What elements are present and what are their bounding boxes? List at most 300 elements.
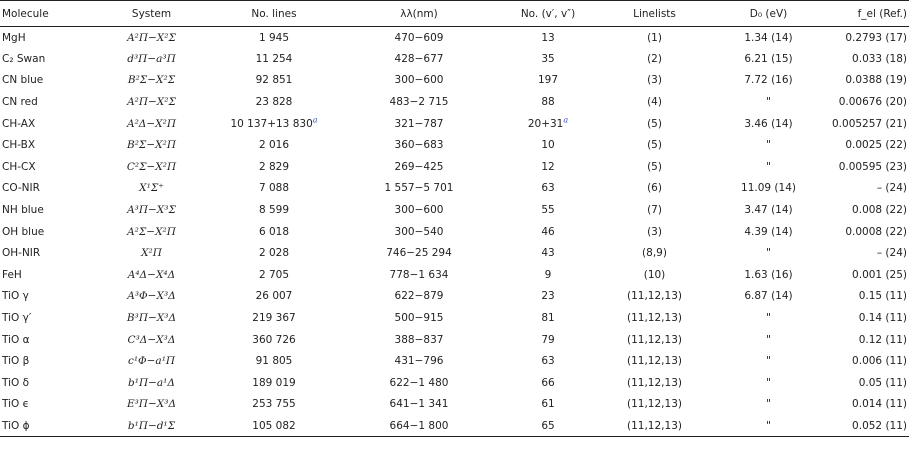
cell-no-lines-text: 7 088 [258,182,290,195]
cell-linelists-text: (8,9) [642,247,667,260]
cell-linelists [595,350,714,372]
cell-molecule [0,221,92,243]
cell-no-bands [501,27,595,49]
cell-oscillator-strength-text: 0.0025 (22) [845,139,907,152]
cell-wavelength [337,415,501,437]
cell-system-text: b¹Π−a¹Δ [128,376,175,389]
cell-dissociation-energy [714,156,823,178]
cell-no-lines-text: 8 599 [258,204,290,217]
cell-no-lines [211,286,337,308]
cell-wavelength [337,48,501,70]
cell-oscillator-strength [823,134,909,156]
cell-molecule [0,48,92,70]
cell-linelists-text: (11,12,13) [627,290,682,303]
cell-linelists-text: (7) [647,204,662,217]
cell-dissociation-energy-text: " [766,419,771,432]
cell-dissociation-energy-text: " [766,312,771,325]
cell-no-bands [501,113,595,135]
cell-wavelength-text: 622−1 480 [389,376,449,389]
cell-linelists-text: (11,12,13) [627,376,682,389]
cell-dissociation-energy-text: " [766,96,771,109]
cell-wavelength-text: 428−677 [394,52,444,65]
cell-wavelength-text: 500−915 [394,312,444,325]
cell-molecule-text: TiO ϵ [2,398,30,411]
cell-linelists-text: (11,12,13) [627,312,682,325]
header-no-bands: No. (v′, v″) [501,1,595,27]
header-no-lines: No. lines [211,1,337,27]
cell-linelists [595,178,714,200]
cell-no-lines [211,113,337,135]
cell-no-lines [211,156,337,178]
cell-dissociation-energy-text: 6.87 (14) [744,290,793,303]
cell-system [92,156,211,178]
cell-linelists [595,415,714,437]
cell-oscillator-strength [823,350,909,372]
cell-wavelength-text: 664−1 800 [389,419,449,432]
cell-wavelength [337,372,501,394]
cell-oscillator-strength-text: 0.0008 (22) [845,225,907,238]
cell-no-lines-text: 91 805 [255,355,293,368]
cell-no-lines [211,70,337,92]
cell-oscillator-strength [823,178,909,200]
table-body [0,27,909,437]
cell-no-lines-text: 26 007 [255,290,293,303]
cell-dissociation-energy [714,91,823,113]
cell-system [92,134,211,156]
cell-system-text: A⁴Δ−X⁴Δ [127,268,176,281]
cell-no-bands [501,307,595,329]
cell-oscillator-strength [823,70,909,92]
cell-dissociation-energy [714,27,823,49]
cell-molecule [0,350,92,372]
cell-linelists-text: (3) [647,225,662,238]
cell-system [92,113,211,135]
cell-no-lines-text: 10 137+13 830 [230,117,313,130]
table-row [0,221,909,243]
cell-system [92,286,211,308]
table-header [0,1,909,27]
cell-no-bands [501,394,595,416]
table-row [0,350,909,372]
cell-dissociation-energy-text: " [766,160,771,173]
cell-molecule-text: CH-AX [2,117,36,130]
cell-oscillator-strength [823,394,909,416]
cell-dissociation-energy-text: " [766,376,771,389]
cell-no-bands [501,199,595,221]
cell-dissociation-energy [714,372,823,394]
cell-dissociation-energy-text: 3.47 (14) [744,204,793,217]
cell-system [92,415,211,437]
cell-linelists-text: (5) [647,117,662,130]
cell-no-bands-text: 65 [541,419,555,432]
cell-no-lines-text: 189 019 [252,376,296,389]
cell-system-text: B²Σ−X²Π [127,139,176,152]
cell-wavelength-text: 641−1 341 [389,398,449,411]
cell-system-text: X²Π [141,247,162,260]
cell-dissociation-energy-text: 7.72 (16) [744,74,793,87]
cell-wavelength-text: 431−796 [394,355,444,368]
cell-system-text: B³Π−X³Δ [126,312,177,325]
cell-system [92,27,211,49]
cell-no-bands [501,329,595,351]
cell-molecule-text: NH blue [2,204,44,217]
cell-dissociation-energy [714,134,823,156]
table-row [0,178,909,200]
cell-linelists [595,113,714,135]
cell-molecule-text: CH-BX [2,139,36,152]
cell-wavelength-text: 300−600 [394,74,444,87]
cell-no-bands [501,264,595,286]
cell-no-bands [501,286,595,308]
cell-dissociation-energy-text: 1.34 (14) [744,31,793,44]
table-row [0,27,909,49]
cell-dissociation-energy-text: " [766,398,771,411]
cell-no-bands-text: 23 [541,290,555,303]
cell-dissociation-energy-text: " [766,355,771,368]
cell-oscillator-strength [823,91,909,113]
cell-no-bands-text: 81 [541,312,555,325]
cell-no-bands-text: 66 [541,376,555,389]
cell-wavelength [337,134,501,156]
cell-no-bands-text: 63 [541,182,555,195]
table-row [0,48,909,70]
cell-oscillator-strength-text: 0.001 (25) [852,268,907,281]
cell-wavelength [337,350,501,372]
cell-molecule-text: CO-NIR [2,182,40,195]
cell-dissociation-energy [714,394,823,416]
cell-system [92,70,211,92]
cell-system [92,264,211,286]
cell-oscillator-strength-text: 0.0388 (19) [845,74,907,87]
cell-oscillator-strength-text: 0.12 (11) [858,333,907,346]
cell-linelists-text: (3) [647,74,662,87]
cell-no-bands-text: 20+31 [527,117,564,130]
cell-molecule [0,264,92,286]
cell-molecule-text: OH blue [2,225,45,238]
cell-linelists [595,264,714,286]
cell-oscillator-strength-text: – (24) [876,247,907,260]
cell-dissociation-energy [714,178,823,200]
cell-linelists [595,199,714,221]
cell-molecule [0,156,92,178]
cell-molecule-text: TiO α [2,333,30,346]
cell-no-lines [211,27,337,49]
cell-oscillator-strength-text: 0.033 (18) [852,52,907,65]
cell-system-text: A²Π−X²Σ [127,96,176,109]
cell-dissociation-energy [714,329,823,351]
cell-no-bands [501,70,595,92]
table-row [0,264,909,286]
cell-wavelength-text: 300−600 [394,204,444,217]
cell-dissociation-energy-text: " [766,333,771,346]
cell-molecule [0,286,92,308]
cell-oscillator-strength-text: 0.14 (11) [858,312,907,325]
cell-molecule [0,70,92,92]
table-row [0,199,909,221]
cell-system-text: A²Δ−X²Π [126,117,176,130]
cell-system-text: A³Φ−X³Δ [127,290,176,303]
table-row [0,307,909,329]
cell-oscillator-strength [823,264,909,286]
cell-wavelength [337,221,501,243]
cell-no-lines-text: 2 829 [258,160,290,173]
cell-oscillator-strength [823,199,909,221]
cell-oscillator-strength-text: 0.00595 (23) [838,160,907,173]
cell-system-text: A²Π−X²Σ [127,31,176,44]
cell-wavelength [337,199,501,221]
cell-no-bands-text: 55 [541,204,555,217]
footnote-marker: a [312,115,318,125]
cell-molecule [0,242,92,264]
cell-molecule [0,372,92,394]
cell-wavelength [337,329,501,351]
cell-dissociation-energy [714,221,823,243]
cell-molecule-text: FeH [2,268,22,281]
table-row [0,91,909,113]
cell-wavelength [337,70,501,92]
cell-oscillator-strength-text: 0.05 (11) [858,376,907,389]
cell-dissociation-energy [714,242,823,264]
cell-system [92,350,211,372]
cell-oscillator-strength [823,329,909,351]
header-molecule: Molecule [0,1,92,27]
cell-system-text: d³Π−a³Π [127,52,176,65]
cell-no-lines-text: 11 254 [255,52,293,65]
cell-no-bands-text: 63 [541,355,555,368]
cell-no-bands [501,48,595,70]
cell-wavelength-text: 360−683 [394,139,444,152]
cell-linelists-text: (6) [647,182,662,195]
cell-no-bands [501,242,595,264]
cell-molecule-text: TiO ϕ [2,419,30,432]
cell-no-lines [211,350,337,372]
cell-dissociation-energy [714,113,823,135]
cell-no-lines [211,199,337,221]
cell-molecule [0,329,92,351]
cell-no-bands [501,350,595,372]
cell-dissociation-energy-text: " [766,247,771,260]
cell-molecule [0,178,92,200]
cell-wavelength-text: 470−609 [394,31,444,44]
cell-oscillator-strength [823,48,909,70]
header-dissociation-energy: D₀ (eV) [714,1,823,27]
cell-oscillator-strength-text: 0.00676 (20) [838,96,907,109]
cell-dissociation-energy [714,199,823,221]
cell-wavelength [337,91,501,113]
cell-wavelength [337,156,501,178]
cell-linelists-text: (10) [643,268,666,281]
cell-no-lines-text: 2 016 [258,139,290,152]
cell-no-lines-text: 253 755 [252,398,296,411]
cell-molecule-text: OH-NIR [2,247,41,260]
cell-wavelength [337,264,501,286]
cell-wavelength [337,394,501,416]
cell-wavelength [337,178,501,200]
cell-molecule [0,134,92,156]
cell-linelists [595,48,714,70]
cell-molecule [0,27,92,49]
cell-wavelength [337,27,501,49]
cell-linelists-text: (1) [647,31,662,44]
cell-linelists [595,372,714,394]
table-row [0,156,909,178]
cell-dissociation-energy-text: 3.46 (14) [744,117,793,130]
cell-no-lines-text: 1 945 [258,31,290,44]
cell-system-text: A³Π−X³Σ [127,204,176,217]
cell-oscillator-strength-text: 0.005257 (21) [832,117,907,130]
cell-oscillator-strength-text: – (24) [876,182,907,195]
cell-linelists [595,70,714,92]
cell-no-lines [211,307,337,329]
cell-system-text: B²Σ−X²Σ [127,74,176,87]
cell-no-bands-text: 46 [541,225,555,238]
cell-system [92,329,211,351]
cell-no-lines [211,394,337,416]
cell-linelists-text: (11,12,13) [627,333,682,346]
cell-no-bands-text: 88 [541,96,555,109]
cell-molecule-text: C₂ Swan [2,52,46,65]
cell-molecule [0,415,92,437]
cell-system-text: E³Π−X³Δ [126,398,177,411]
cell-no-lines [211,372,337,394]
cell-linelists [595,134,714,156]
cell-dissociation-energy [714,415,823,437]
cell-no-bands [501,178,595,200]
cell-wavelength [337,242,501,264]
cell-dissociation-energy [714,70,823,92]
cell-linelists [595,91,714,113]
cell-dissociation-energy-text: " [766,139,771,152]
cell-molecule-text: CH-CX [2,160,36,173]
cell-linelists [595,329,714,351]
cell-no-bands-text: 35 [541,52,555,65]
cell-oscillator-strength [823,156,909,178]
cell-system [92,242,211,264]
cell-wavelength [337,286,501,308]
cell-wavelength-text: 388−837 [394,333,444,346]
cell-no-bands-text: 12 [541,160,555,173]
cell-dissociation-energy [714,286,823,308]
cell-no-bands-text: 43 [541,247,555,260]
header-wavelength: λλ(nm) [337,1,501,27]
cell-no-lines [211,415,337,437]
cell-no-bands-text: 13 [541,31,555,44]
cell-no-lines [211,91,337,113]
cell-no-lines [211,264,337,286]
cell-system [92,372,211,394]
cell-wavelength-text: 321−787 [394,117,444,130]
cell-wavelength-text: 746−25 294 [386,247,452,260]
cell-molecule-text: TiO γ′ [2,312,32,325]
cell-system-text: C³Δ−X³Δ [127,333,176,346]
cell-molecule-text: TiO γ [2,290,29,303]
table-row [0,134,909,156]
cell-no-bands-text: 9 [544,268,552,281]
cell-wavelength-text: 622−879 [394,290,444,303]
cell-oscillator-strength [823,27,909,49]
cell-system [92,48,211,70]
cell-linelists-text: (5) [647,139,662,152]
table-row [0,286,909,308]
cell-no-bands-text: 61 [541,398,555,411]
table-row [0,70,909,92]
table-row [0,415,909,437]
cell-molecule-text: CN red [2,96,38,109]
cell-oscillator-strength-text: 0.008 (22) [852,204,907,217]
header-row [0,1,909,27]
cell-dissociation-energy-text: 1.63 (16) [744,268,793,281]
cell-molecule-text: TiO δ [2,376,30,389]
cell-wavelength-text: 1 557−5 701 [384,182,454,195]
cell-system [92,178,211,200]
cell-linelists-text: (5) [647,160,662,173]
cell-linelists [595,242,714,264]
cell-linelists [595,156,714,178]
table-row [0,113,909,135]
cell-system [92,91,211,113]
cell-oscillator-strength [823,242,909,264]
cell-system [92,394,211,416]
cell-oscillator-strength [823,221,909,243]
cell-molecule [0,199,92,221]
cell-no-bands [501,221,595,243]
header-oscillator-strength: f_el (Ref.) [823,1,909,27]
cell-dissociation-energy-text: 4.39 (14) [744,225,793,238]
cell-oscillator-strength [823,307,909,329]
cell-dissociation-energy [714,264,823,286]
cell-linelists-text: (11,12,13) [627,398,682,411]
cell-system-text: A²Σ−X²Π [127,225,176,238]
cell-no-lines-text: 360 726 [252,333,296,346]
header-linelists: Linelists [595,1,714,27]
cell-no-lines [211,134,337,156]
cell-linelists [595,221,714,243]
cell-oscillator-strength [823,113,909,135]
cell-dissociation-energy [714,350,823,372]
cell-dissociation-energy [714,307,823,329]
cell-no-bands [501,156,595,178]
footnote-marker: a [563,115,569,125]
cell-molecule [0,113,92,135]
cell-oscillator-strength-text: 0.006 (11) [852,355,907,368]
cell-wavelength-text: 269−425 [394,160,444,173]
cell-no-lines-text: 219 367 [252,312,296,325]
cell-no-lines [211,242,337,264]
cell-no-bands-text: 10 [541,139,555,152]
cell-oscillator-strength-text: 0.2793 (17) [845,31,907,44]
cell-no-bands [501,134,595,156]
cell-system [92,221,211,243]
cell-linelists-text: (11,12,13) [627,419,682,432]
cell-linelists [595,286,714,308]
cell-no-lines-text: 2 028 [258,247,290,260]
cell-oscillator-strength [823,415,909,437]
cell-system-text: c¹Φ−a¹Π [127,355,176,368]
cell-dissociation-energy-text: 11.09 (14) [741,182,796,195]
cell-wavelength-text: 778−1 634 [389,268,449,281]
cell-system-text: C²Σ−X²Π [126,160,177,173]
table-row [0,394,909,416]
cell-system-text: b¹Π−d¹Σ [127,419,176,432]
cell-system [92,307,211,329]
cell-no-lines [211,48,337,70]
cell-no-lines [211,221,337,243]
table-row [0,242,909,264]
cell-oscillator-strength-text: 0.15 (11) [858,290,907,303]
cell-linelists [595,307,714,329]
cell-molecule [0,394,92,416]
cell-oscillator-strength [823,286,909,308]
